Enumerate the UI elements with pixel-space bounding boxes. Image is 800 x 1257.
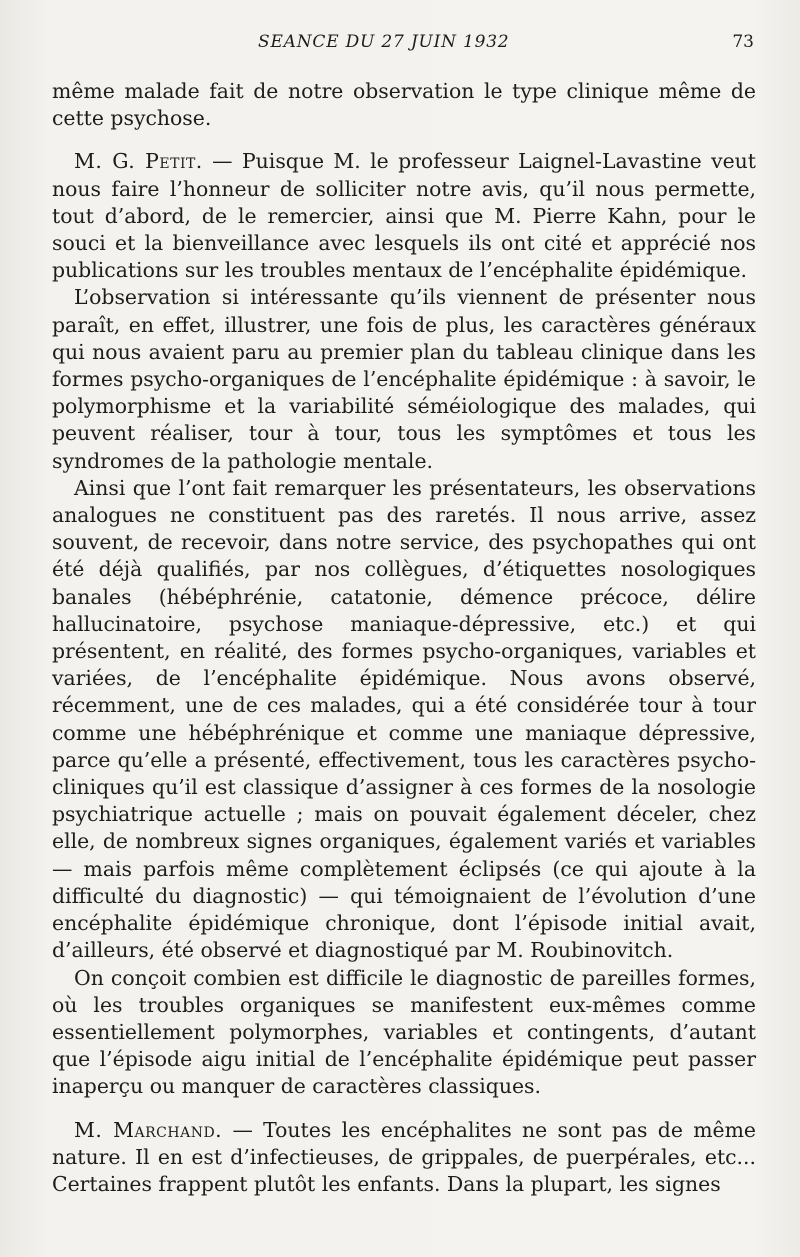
paragraph-text: même malade fait de notre observation le type clinique même de cette psychose. [52,79,756,131]
paragraph-text: Ainsi que l’ont fait remarquer les présentateurs, les observations analogues ne constituent pas des raretés. Il nous arrive, assez souvent, de recevoir, dans notre service, des psychopathes qui ont été déjà qualifiés, par nos collègues, d’étiquettes nosologiques banales (hébéphrénie, catatonie, démence précoce, délire hallucinatoire, psychose maniaque-dépressive, etc.) et qui présentent, en réalité, des formes psycho-organiques, variables et variées, de l’encéphalite épidémique. Nous avons observé, récemment, une de ces malades, qui a été considérée tour à tour comme une hébéphrénique et comme une maniaque dépressive, parce qu’elle a présenté, effectivement, tous les caractères psycho-cliniques qu’il est classique d’assigner à ces formes de la nosologie psychiatrique actuelle ; mais on pouvait également déceler, chez elle, de nombreux signes organiques, également variés et variables — mais parfois même complètement éclipsés (ce qui ajoute à la difficulté du diagnostic) — qui témoignaient de l’évolution d’une encéphalite épidémique chronique, dont l’épisode initial avait, d’ailleurs, été observé et diagnostiqué par M. Roubinovitch. [52,475,756,963]
paragraph-text: On conçoit combien est difficile le diagnostic de pareilles formes, où les troubles organiques se manifestent eux-mêmes comme essentiellement polymorphes, variables et contingents, d’autant que l’épisode aigu initial de l’encéphalite épidémique peut passer inaperçu ou manquer de caractères classiques. [52,965,756,1099]
paragraph-continuation [52,78,756,132]
body-text [52,78,756,1198]
paragraph-text: L’observation si intéressante qu’ils viennent de présenter nous paraît, en effet, illustrer, une fois de plus, les caractères généraux qui nous avaient paru au premier plan du tableau clinique dans les formes psycho-organiques de l’encéphalite épidémique : à savoir, le polymorphisme et la variabilité séméiologique des malades, qui peuvent réaliser, tour à tour, tous les symptômes et tous les syndromes de la pathologie mentale. [52,285,756,473]
paragraph-text: — Puisque M. le professeur Laignel-Lavastine veut nous faire l’honneur de solliciter notre avis, qu’il nous permette, tout d’abord, de le remercier, ainsi que M. Pierre Kahn, pour le souci et la bienveillance avec lesquels ils ont cité et apprécié nos publications sur les troubles mentaux de l’encéphalite épidémique. [52,149,756,283]
paragraph-observation [52,284,756,474]
paragraph-text: — Toutes les encéphalites ne sont pas de même nature. Il en est d’infectieuses, de grippales, de puerpérales, etc... Certaines frappent plutôt les enfants. Dans la plupart, les signes [52,1117,757,1196]
running-title: SEANCE DU 27 JUIN 1932 [258,32,510,52]
paragraph-marchand [52,1117,756,1199]
paragraph-diagnostic [52,965,756,1101]
paragraph-petit-intro [52,148,756,284]
speaker-name: M. Marchand. [74,1117,223,1142]
page-number: 73 [732,32,754,52]
paragraph-presentateurs [52,475,756,965]
page-header [0,32,800,58]
speaker-name: M. G. Petit. [74,149,203,174]
paragraph-gap [52,132,756,148]
paragraph-gap [52,1101,756,1117]
